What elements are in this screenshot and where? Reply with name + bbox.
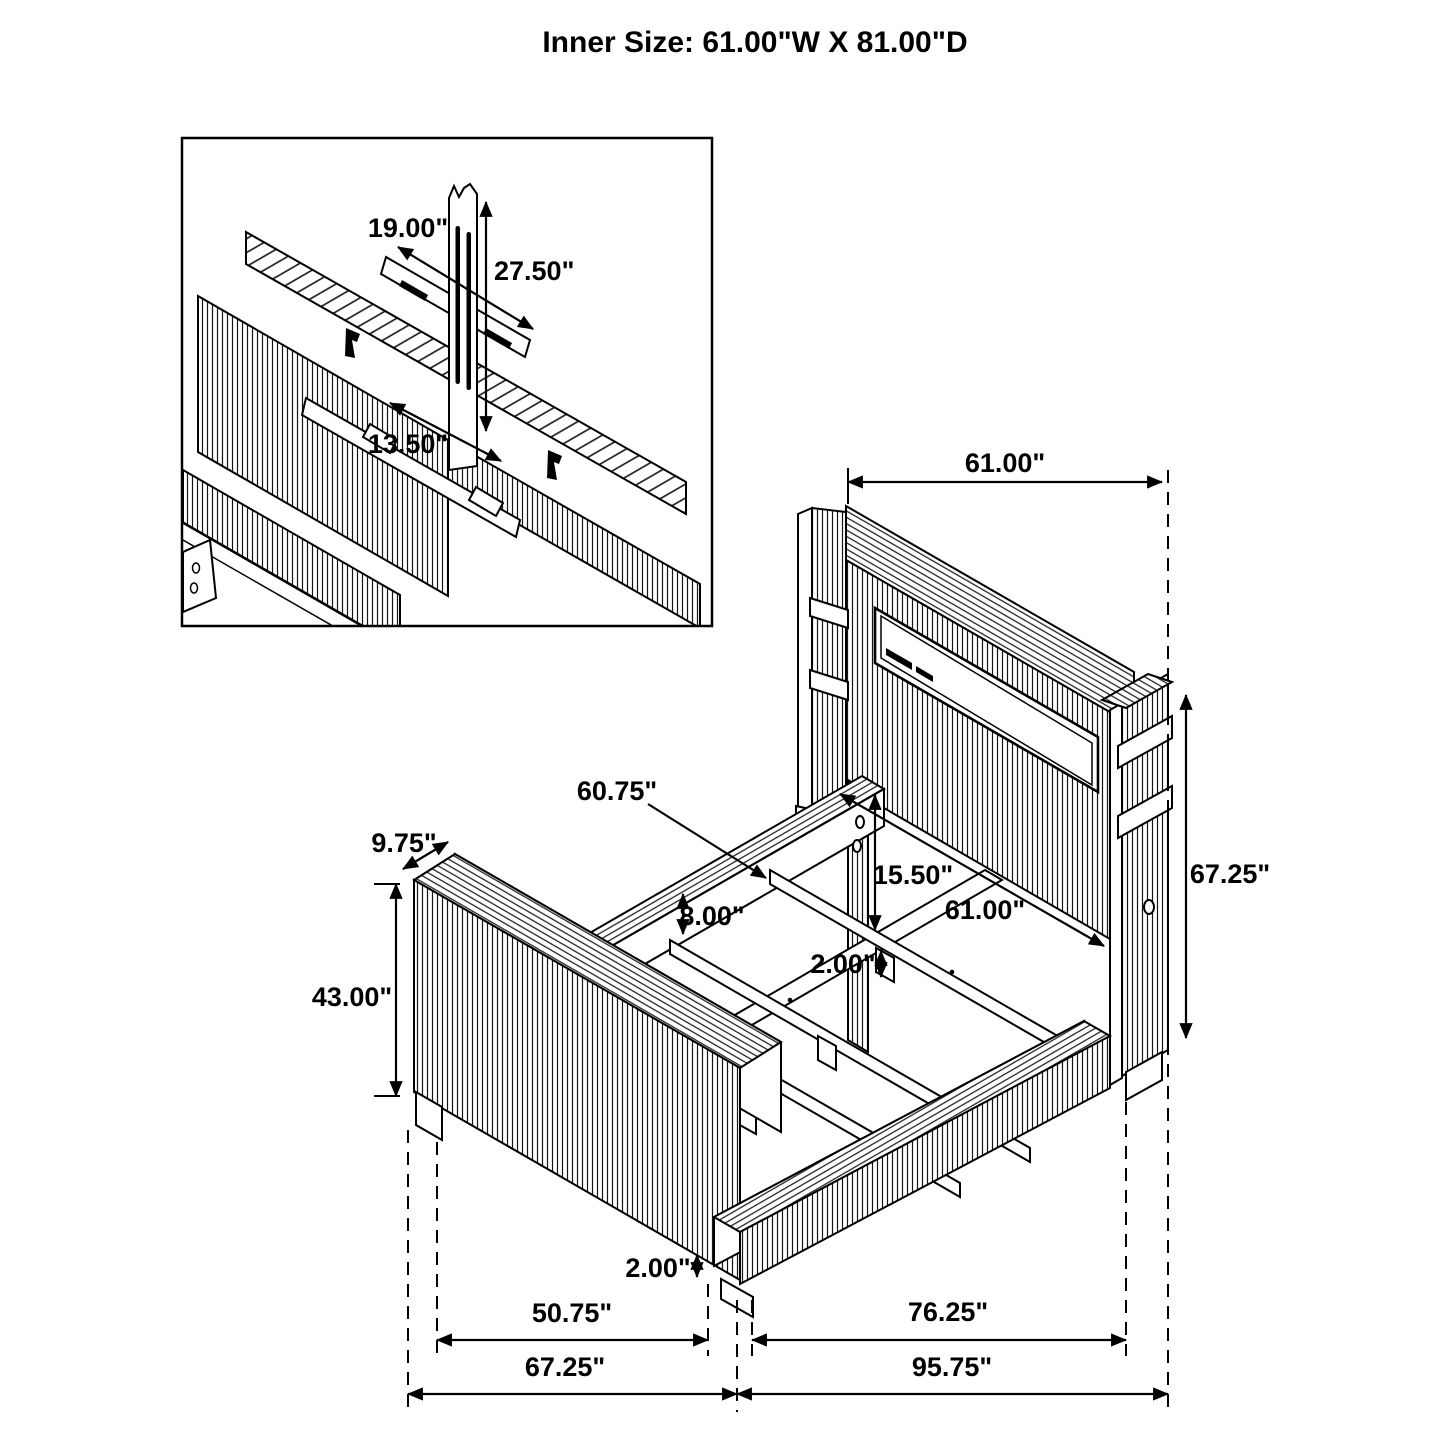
dim-foot-height-label: 2.00" xyxy=(625,1253,691,1283)
dim-footboard-depth-label: 9.75" xyxy=(371,828,437,858)
dim-mount-bar-label: 13.50" xyxy=(367,429,449,459)
dim-headboard-width-label: 61.00" xyxy=(964,448,1046,478)
dim-bracket-height-label: 27.50" xyxy=(494,256,575,286)
inset-corner-bracket xyxy=(183,540,216,612)
headboard-left-post-side xyxy=(798,508,812,812)
dim-headboard-height-label: 67.25" xyxy=(1189,859,1271,889)
dim-slat-leg-label: 2.00" xyxy=(810,949,876,979)
inset-detail-view xyxy=(182,138,712,676)
post-screw-hole xyxy=(1144,900,1154,914)
dim-footboard-outer-label: 67.25" xyxy=(524,1352,606,1382)
headboard-left-post xyxy=(812,508,846,810)
dim-rail-top-label: 8.00" xyxy=(679,901,745,931)
dim-bracket-width-label: 19.00" xyxy=(367,213,449,243)
bed-isometric-drawing xyxy=(414,506,1172,1317)
inset-tv-bracket xyxy=(449,184,477,470)
inset-clip-right xyxy=(547,450,562,480)
inset-clip-left xyxy=(345,328,360,358)
dim-slat-clearance-label: 15.50" xyxy=(872,860,954,890)
right-rail-outer xyxy=(740,1036,1110,1284)
dim-footboard-inner-label: 50.75" xyxy=(531,1298,613,1328)
dim-side-rail-span-label: 76.25" xyxy=(907,1297,989,1327)
dim-inner-width-label: 61.00" xyxy=(944,895,1026,925)
dim-overall-depth-label: 95.75" xyxy=(911,1352,993,1382)
dim-footboard-height-label: 43.00" xyxy=(311,982,393,1012)
dim-rail-length-label: 60.75" xyxy=(576,776,658,806)
page-title: Inner Size: 61.00"W X 81.00"D xyxy=(542,26,968,59)
